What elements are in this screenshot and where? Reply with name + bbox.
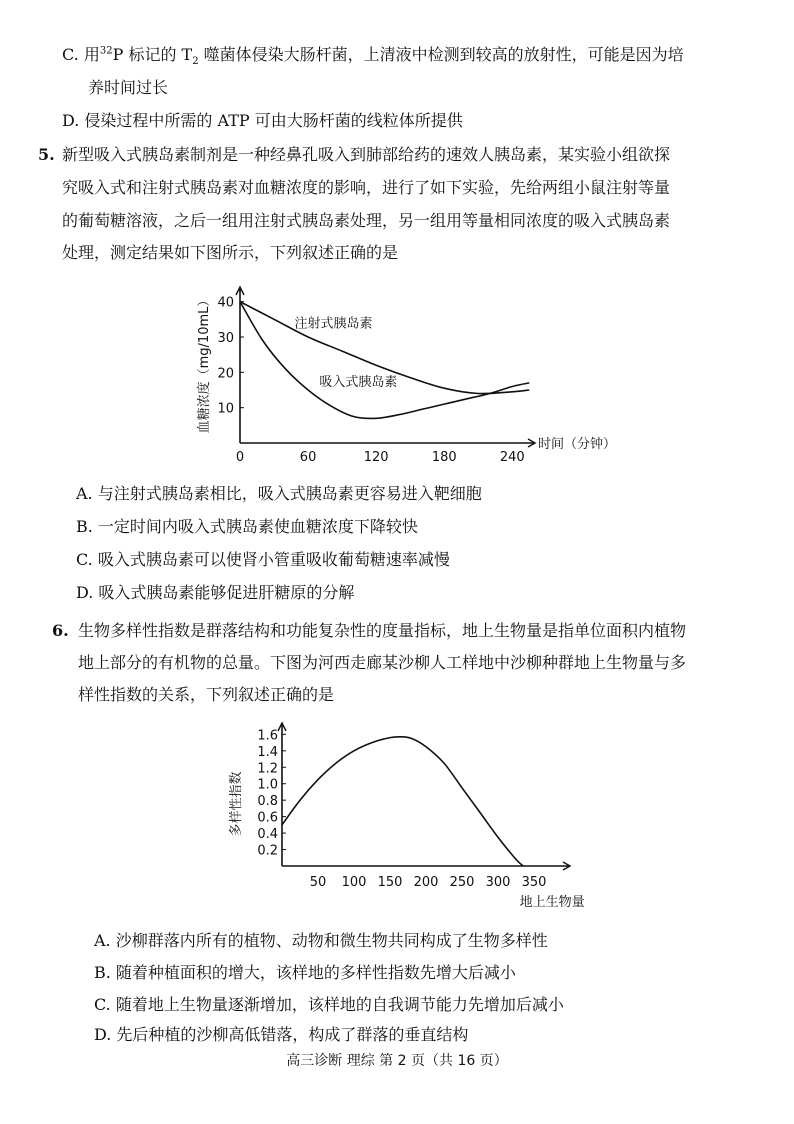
y-tick-label: 0.6 [257,810,278,826]
q6-stem-line2: 地上部分的有机物的总量。下图为河西走廊某沙柳人工样地中沙柳种群地上生物量与多 [78,653,687,672]
x-tick-label: 240 [499,450,525,465]
q6-option-c: C. 随着地上生物量逐渐增加，该样地的自我调节能力先增加后减小 [94,995,564,1014]
x-tick-label: 100 [341,875,367,890]
diversity-index-chart [220,714,600,910]
page-footer: 高三诊断 理综 第 2 页（共 16 页） [286,1053,508,1069]
y-axis-label: 血糖浓度（mg/10mL） [197,293,212,434]
chart1-labels [196,294,616,452]
y-tick-label: 30 [217,331,234,346]
x-tick-label: 180 [431,450,457,465]
chart1-lines [240,302,529,419]
q5-option-b: B. 一定时间内吸入式胰岛素使血糖浓度下降较快 [76,517,418,536]
q6-stem-line3: 样性指数的关系，下列叙述正确的是 [78,685,335,704]
q6-number: 6. [52,621,69,640]
x-tick-label: 0 [235,450,245,465]
q5-stem-line3: 的葡萄糖溶液，之后一组用注射式胰岛素处理，另一组用等量相同浓度的吸入式胰岛素 [62,211,671,230]
q5-option-a: A. 与注射式胰岛素相比，吸入式胰岛素更容易进入靶细胞 [76,484,482,503]
q6-option-a: A. 沙柳群落内所有的植物、动物和微生物共同构成了生物多样性 [94,931,548,950]
x-axis-label: 地上生物量 [519,895,585,910]
y-tick-label: 1.2 [257,761,278,777]
y-tick-label: 0.8 [257,794,278,810]
x-tick-label: 300 [485,875,511,890]
q4-option-c-mid: P 标记的 T [112,45,193,64]
series-label-inhaled: 吸入式胰岛素 [319,374,398,390]
q4-option-c-sup: 32 [99,45,113,57]
x-tick-label: 250 [449,875,475,890]
q6-option-d: D. 先后种植的沙柳高低错落，构成了群落的垂直结构 [94,1025,469,1044]
x-tick-label: 60 [299,450,317,465]
q4-option-c-line1 [62,44,684,66]
x-tick-label: 150 [377,875,403,890]
x-tick-label: 120 [363,450,389,465]
q6-stem-line1: 生物多样性指数是群落结构和功能复杂性的度量指标，地上生物量是指单位面积内植物 [78,621,687,640]
chart2-lines [282,737,523,866]
y-tick-label: 0.4 [257,827,278,843]
y-tick-label: 20 [217,366,234,382]
x-axis-label: 时间（分钟） [538,437,617,452]
q4-option-c-rest: 噬菌体侵染大肠杆菌，上清液中检测到较高的放射性，可能是因为培 [198,45,684,64]
x-tick-label: 50 [309,875,327,890]
x-tick-label: 200 [413,875,439,890]
q5-stem-line1: 新型吸入式胰岛素制剂是一种经鼻孔吸入到肺部给药的速效人胰岛素，某实验小组欲探 [62,145,671,164]
chart1-axes [236,287,535,447]
series-label-injected: 注射式胰岛素 [294,316,373,332]
y-tick-label: 0.2 [257,843,278,859]
q5-stem-line2: 究吸入式和注射式胰岛素对血糖浓度的影响，进行了如下实验，先给两组小鼠注射等量 [62,178,671,197]
q6-option-b: B. 随着种植面积的增大，该样地的多样性指数先增大后减小 [94,963,516,982]
y-tick-label: 1.4 [257,744,278,760]
q5-stem-line4: 处理，测定结果如下图所示，下列叙述正确的是 [62,243,399,262]
q5-option-c: C. 吸入式胰岛素可以使肾小管重吸收葡萄糖速率减慢 [76,550,450,569]
y-axis-label: 多样性指数 [229,771,244,837]
q5-number: 5. [38,145,55,164]
y-tick-label: 1.6 [257,728,278,744]
y-tick-label: 1.0 [257,777,278,793]
q4-option-c-sub: 2 [192,56,199,68]
y-tick-label: 10 [217,401,234,417]
q5-option-d: D. 吸入式胰岛素能够促进肝糖原的分解 [76,583,355,602]
x-tick-label: 350 [521,875,547,890]
q4-option-c-prefix: C. 用 [62,45,100,64]
series-line-2 [240,302,529,419]
blood-glucose-chart [190,276,650,472]
y-tick-label: 40 [217,295,234,311]
q4-option-c-line2: 养时间过长 [88,78,169,97]
q4-option-d: D. 侵染过程中所需的 ATP 可由大肠杆菌的线粒体所提供 [62,111,463,130]
series-line-1 [282,737,523,866]
